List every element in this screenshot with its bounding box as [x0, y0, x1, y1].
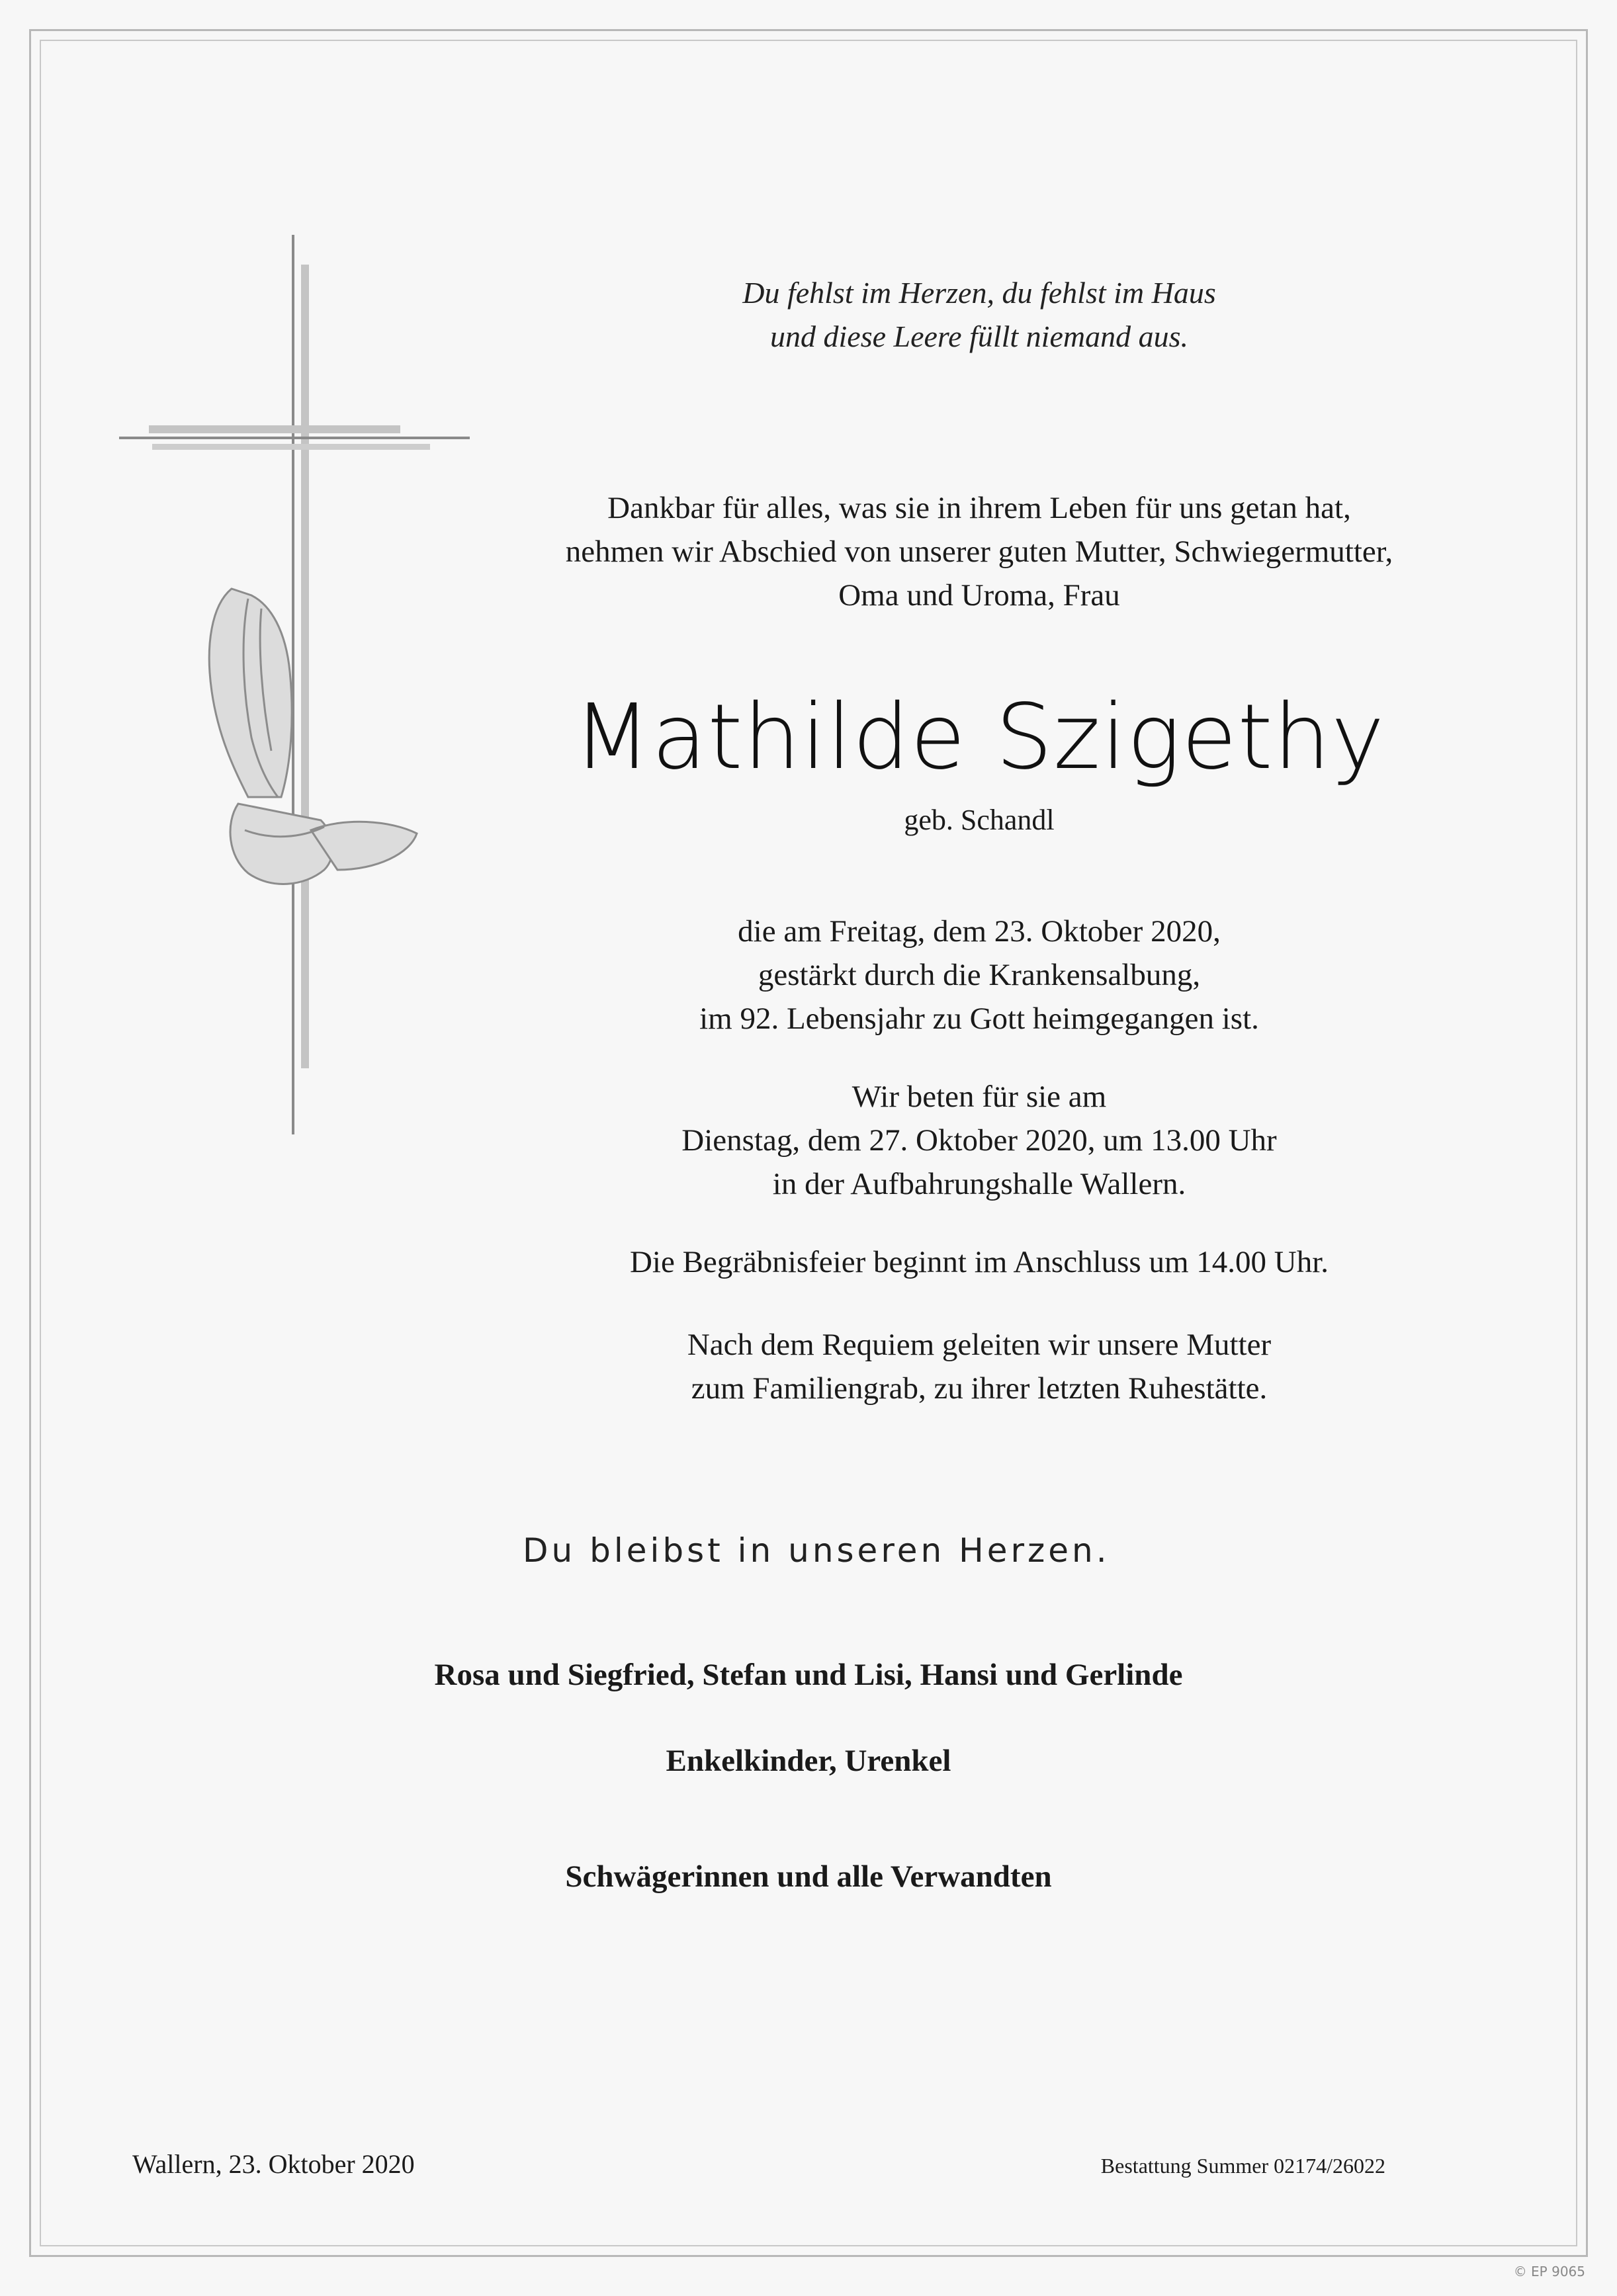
print-code: © EP 9065 — [1513, 2264, 1585, 2279]
prayer-line: Dienstag, dem 27. Oktober 2020, um 13.00 Uhr — [681, 1123, 1277, 1158]
intro-line: Dankbar für alles, was sie in ihrem Leben für uns getan hat, — [607, 491, 1351, 525]
prayer-line: Wir beten für sie am — [852, 1080, 1107, 1114]
verse-line: und diese Leere füllt niemand aus. — [770, 319, 1188, 353]
intro-text — [463, 486, 1495, 617]
farewell-text: Du bleibst in unseren Herzen. — [523, 1531, 1110, 1570]
prayer-line: in der Aufbahrungshalle Wallern. — [772, 1167, 1186, 1201]
undertaker: Bestattung Summer 02174/26022 — [1100, 2154, 1385, 2178]
deceased-name: Mathilde Szigethy — [573, 685, 1385, 790]
place-date: Wallern, 23. Oktober 2020 — [132, 2149, 415, 2179]
prayer-notice — [463, 1075, 1495, 1206]
mourners-children: Rosa und Siegfried, Stefan und Lisi, Hansi und Gerlinde — [434, 1658, 1183, 1692]
intro-line: nehmen wir Abschied von unserer guten Mutter, Schwiegermutter, — [565, 534, 1393, 569]
intro-line: Oma und Uroma, Frau — [838, 578, 1120, 613]
burial-line: Nach dem Requiem geleiten wir unsere Mutter — [687, 1328, 1272, 1362]
death-notice — [463, 910, 1495, 1041]
mourners-relatives: Schwägerinnen und alle Verwandten — [565, 1859, 1052, 1894]
funeral-line: Die Begräbnisfeier beginnt im Anschluss um 14.00 Uhr. — [629, 1245, 1329, 1279]
burial-notice — [463, 1323, 1495, 1410]
burial-line: zum Familiengrab, zu ihrer letzten Ruhestätte. — [691, 1371, 1268, 1406]
verse-line: Du fehlst im Herzen, du fehlst im Haus — [742, 276, 1216, 310]
birth-name: geb. Schandl — [904, 804, 1055, 836]
funeral-notice — [463, 1240, 1495, 1284]
verse — [463, 271, 1495, 359]
death-notice-line: die am Freitag, dem 23. Oktober 2020, — [738, 914, 1221, 949]
death-notice-line: im 92. Lebensjahr zu Gott heimgegangen ist. — [699, 1001, 1259, 1036]
cross-praying-hands-icon — [112, 235, 483, 1141]
mourners-grandchildren: Enkelkinder, Urenkel — [666, 1744, 951, 1778]
death-notice-line: gestärkt durch die Krankensalbung, — [758, 958, 1201, 992]
